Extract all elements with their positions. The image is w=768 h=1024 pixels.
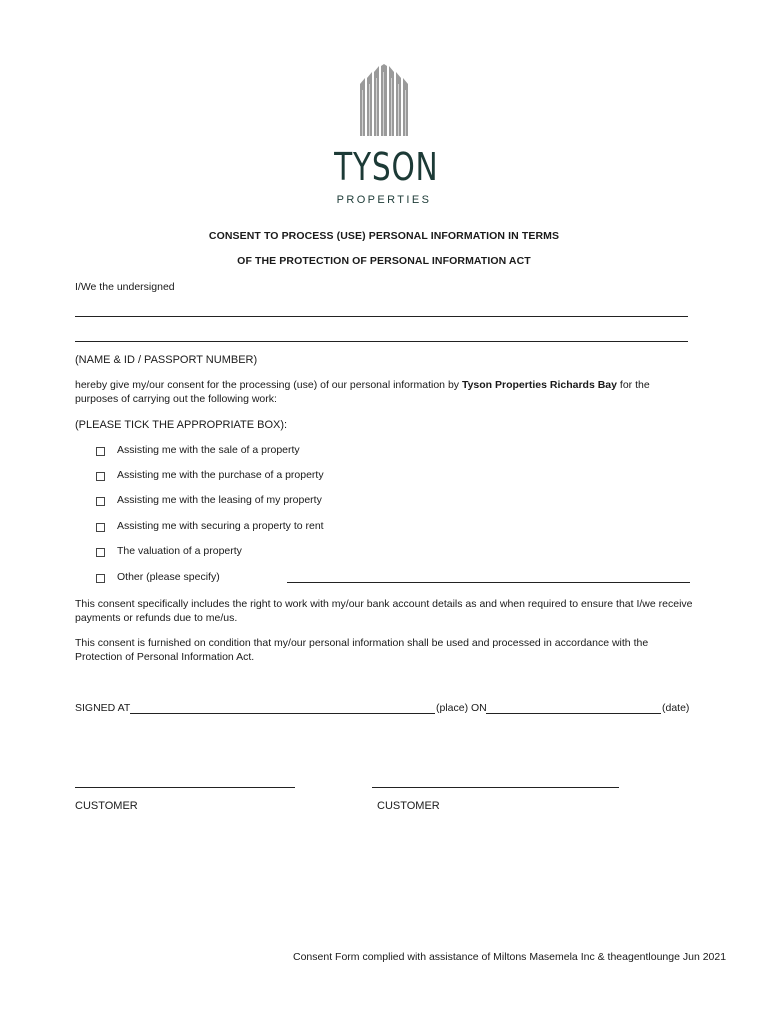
- company-name: Tyson Properties Richards Bay: [461, 379, 617, 391]
- bank-clause: This consent specifically includes the right to work with my/our bank account details as and when required to ensure that I/we receive payments or refunds due to me/us.: [75, 598, 693, 624]
- option-label-purchase: Assisting me with the purchase of a property: [117, 469, 324, 481]
- option-label-sale: Assisting me with the sale of a property: [117, 444, 300, 456]
- option-label-other: Other (please specify): [117, 571, 220, 583]
- signed-date-label: (date): [662, 702, 690, 714]
- customer-label-1: CUSTOMER: [75, 800, 138, 812]
- footer-note: Consent Form complied with assistance of Miltons Masemela Inc & theagentlounge Jun 2021: [293, 951, 727, 963]
- company-logo: [320, 42, 448, 218]
- consent-intro: [75, 378, 695, 406]
- logo-wordmark: TYSON: [334, 145, 439, 189]
- name-input-line-1[interactable]: [75, 316, 688, 317]
- form-title-line-2: OF THE PROTECTION OF PERSONAL INFORMATION ACT: [237, 255, 531, 267]
- option-checkbox-rent[interactable]: [96, 523, 105, 532]
- building-logo-icon: [358, 64, 410, 136]
- option-checkbox-other[interactable]: [96, 574, 105, 583]
- logo-subtitle: PROPERTIES: [336, 194, 432, 206]
- option-label-rent: Assisting me with securing a property to rent: [117, 520, 324, 532]
- signed-date-line[interactable]: [486, 713, 661, 714]
- tick-instruction: (PLEASE TICK THE APPROPRIATE BOX):: [75, 419, 288, 431]
- option-label-valuation: The valuation of a property: [117, 545, 242, 557]
- form-title-line-1: CONSENT TO PROCESS (USE) PERSONAL INFORMATION IN TERMS: [208, 230, 560, 242]
- signed-place-line[interactable]: [130, 713, 435, 714]
- other-specify-line[interactable]: [287, 582, 690, 583]
- signed-at-label: SIGNED AT: [75, 702, 131, 714]
- option-checkbox-purchase[interactable]: [96, 472, 105, 481]
- option-checkbox-sale[interactable]: [96, 447, 105, 456]
- consent-intro-after: for the purposes of carrying out the following work:: [75, 379, 650, 405]
- condition-clause: This consent is furnished on condition that my/our personal information shall be used and processed in accordance with the Protection of Personal Information Act.: [75, 637, 649, 663]
- customer-signature-line-2[interactable]: [372, 787, 619, 788]
- customer-label-2: CUSTOMER: [377, 800, 440, 812]
- option-checkbox-valuation[interactable]: [96, 548, 105, 557]
- undersigned-label: I/We the undersigned: [75, 281, 175, 293]
- consent-intro-before: hereby give my/our consent for the processing (use) of our personal information by: [75, 379, 462, 391]
- name-input-line-2[interactable]: [75, 341, 688, 342]
- signed-place-label: (place) ON: [436, 702, 487, 714]
- customer-signature-line-1[interactable]: [75, 787, 295, 788]
- option-label-leasing: Assisting me with the leasing of my property: [117, 494, 322, 506]
- option-checkbox-leasing[interactable]: [96, 497, 105, 506]
- name-id-label: (NAME & ID / PASSPORT NUMBER): [75, 354, 258, 366]
